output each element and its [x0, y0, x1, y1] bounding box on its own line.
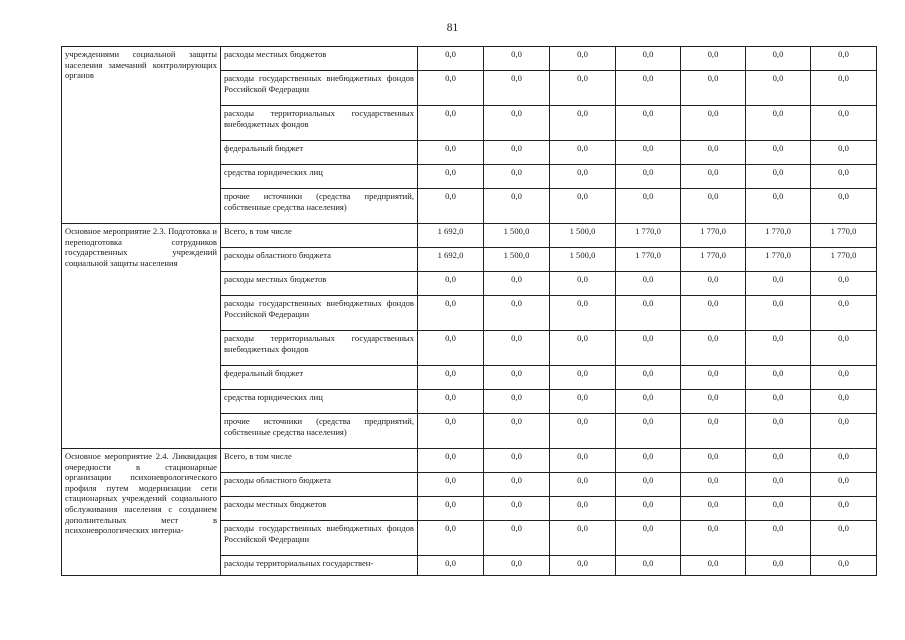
amount-cell: 0,0: [484, 71, 550, 106]
amount-cell: 0,0: [616, 366, 681, 390]
amount-cell: 0,0: [550, 414, 616, 449]
amount-cell: 0,0: [550, 71, 616, 106]
funding-source-cell: расходы территориальных государственных внебюджетных фондов: [221, 106, 418, 141]
funding-source-cell: средства юридических лиц: [221, 165, 418, 189]
funding-source-cell: Всего, в том числе: [221, 224, 418, 248]
amount-cell: 0,0: [746, 497, 811, 521]
funding-source-cell: федеральный бюджет: [221, 366, 418, 390]
amount-cell: 1 692,0: [418, 248, 484, 272]
table-row: [62, 47, 877, 71]
activity-description-cell: Основное мероприятие 2.4. Ликвидация очередности в стационарные организации психоневрологического профиля путем модернизации сети стационарных учреждений социального обслуживания населения с созданием дополнительных мест в психоневрологических интерна-: [62, 449, 221, 576]
amount-cell: 0,0: [418, 366, 484, 390]
amount-cell: 0,0: [550, 141, 616, 165]
amount-cell: 0,0: [811, 272, 877, 296]
amount-cell: 0,0: [418, 165, 484, 189]
amount-cell: 0,0: [681, 141, 746, 165]
amount-cell: 0,0: [681, 497, 746, 521]
amount-cell: 1 770,0: [616, 224, 681, 248]
amount-cell: 0,0: [418, 71, 484, 106]
amount-cell: 0,0: [681, 272, 746, 296]
amount-cell: 0,0: [418, 47, 484, 71]
amount-cell: 0,0: [550, 331, 616, 366]
amount-cell: 0,0: [616, 331, 681, 366]
amount-cell: 1 770,0: [811, 248, 877, 272]
amount-cell: 0,0: [550, 272, 616, 296]
amount-cell: 0,0: [746, 366, 811, 390]
amount-cell: 0,0: [746, 165, 811, 189]
amount-cell: 0,0: [550, 296, 616, 331]
amount-cell: 0,0: [418, 272, 484, 296]
amount-cell: 0,0: [616, 141, 681, 165]
amount-cell: 0,0: [550, 165, 616, 189]
amount-cell: 0,0: [484, 497, 550, 521]
amount-cell: 0,0: [418, 521, 484, 556]
amount-cell: 0,0: [681, 556, 746, 576]
amount-cell: 0,0: [616, 47, 681, 71]
funding-source-cell: прочие источники (средства предприятий, собственные средства населения): [221, 189, 418, 224]
amount-cell: 0,0: [746, 47, 811, 71]
amount-cell: 0,0: [746, 449, 811, 473]
amount-cell: 0,0: [484, 189, 550, 224]
amount-cell: 1 500,0: [484, 248, 550, 272]
amount-cell: 0,0: [418, 497, 484, 521]
amount-cell: 0,0: [418, 414, 484, 449]
amount-cell: 0,0: [550, 390, 616, 414]
amount-cell: 0,0: [616, 449, 681, 473]
amount-cell: 0,0: [811, 47, 877, 71]
amount-cell: 0,0: [616, 556, 681, 576]
amount-cell: 0,0: [811, 165, 877, 189]
amount-cell: 0,0: [811, 106, 877, 141]
amount-cell: 0,0: [746, 556, 811, 576]
amount-cell: 0,0: [418, 390, 484, 414]
funding-source-cell: расходы областного бюджета: [221, 473, 418, 497]
funding-source-cell: расходы территориальных государствен-: [221, 556, 418, 576]
amount-cell: 0,0: [746, 473, 811, 497]
amount-cell: 0,0: [550, 106, 616, 141]
amount-cell: 0,0: [550, 473, 616, 497]
amount-cell: 0,0: [550, 521, 616, 556]
amount-cell: 0,0: [811, 556, 877, 576]
amount-cell: 0,0: [681, 366, 746, 390]
amount-cell: 0,0: [746, 71, 811, 106]
amount-cell: 0,0: [811, 71, 877, 106]
funding-source-cell: расходы местных бюджетов: [221, 272, 418, 296]
amount-cell: 0,0: [484, 521, 550, 556]
amount-cell: 0,0: [418, 449, 484, 473]
amount-cell: 0,0: [746, 331, 811, 366]
amount-cell: 0,0: [418, 106, 484, 141]
funding-source-cell: расходы местных бюджетов: [221, 47, 418, 71]
amount-cell: 0,0: [616, 390, 681, 414]
funding-source-cell: Всего, в том числе: [221, 449, 418, 473]
amount-cell: 0,0: [484, 296, 550, 331]
amount-cell: 0,0: [681, 331, 746, 366]
amount-cell: 0,0: [811, 473, 877, 497]
amount-cell: 0,0: [418, 556, 484, 576]
amount-cell: 0,0: [811, 189, 877, 224]
amount-cell: 0,0: [746, 272, 811, 296]
amount-cell: 0,0: [484, 390, 550, 414]
amount-cell: 0,0: [811, 390, 877, 414]
funding-source-cell: расходы государственных внебюджетных фондов Российской Федерации: [221, 71, 418, 106]
amount-cell: 0,0: [484, 414, 550, 449]
activity-description-cell: учреждениями социальной защиты населения замечаний контролирующих органов: [62, 47, 221, 224]
amount-cell: 0,0: [550, 47, 616, 71]
amount-cell: 0,0: [746, 189, 811, 224]
amount-cell: 0,0: [484, 556, 550, 576]
amount-cell: 0,0: [746, 141, 811, 165]
amount-cell: 0,0: [681, 71, 746, 106]
amount-cell: 0,0: [681, 473, 746, 497]
amount-cell: 0,0: [811, 296, 877, 331]
amount-cell: 0,0: [418, 189, 484, 224]
amount-cell: 0,0: [418, 141, 484, 165]
amount-cell: 0,0: [616, 106, 681, 141]
amount-cell: 0,0: [811, 141, 877, 165]
amount-cell: 0,0: [484, 141, 550, 165]
amount-cell: 0,0: [484, 106, 550, 141]
amount-cell: 0,0: [616, 71, 681, 106]
amount-cell: 1 770,0: [616, 248, 681, 272]
amount-cell: 0,0: [681, 414, 746, 449]
funding-source-cell: расходы областного бюджета: [221, 248, 418, 272]
amount-cell: 0,0: [811, 366, 877, 390]
amount-cell: 1 770,0: [681, 224, 746, 248]
amount-cell: 1 500,0: [484, 224, 550, 248]
amount-cell: 0,0: [746, 106, 811, 141]
funding-source-cell: федеральный бюджет: [221, 141, 418, 165]
amount-cell: 0,0: [616, 521, 681, 556]
amount-cell: 0,0: [746, 390, 811, 414]
amount-cell: 1 500,0: [550, 248, 616, 272]
amount-cell: 1 500,0: [550, 224, 616, 248]
amount-cell: 0,0: [681, 47, 746, 71]
amount-cell: 0,0: [681, 296, 746, 331]
amount-cell: 0,0: [811, 449, 877, 473]
table-row: [62, 449, 877, 473]
amount-cell: 0,0: [616, 165, 681, 189]
amount-cell: 0,0: [811, 414, 877, 449]
amount-cell: 0,0: [484, 331, 550, 366]
page-number: 81: [446, 22, 459, 34]
amount-cell: 0,0: [484, 272, 550, 296]
amount-cell: 0,0: [811, 497, 877, 521]
amount-cell: 0,0: [418, 473, 484, 497]
amount-cell: 0,0: [681, 189, 746, 224]
amount-cell: 0,0: [484, 47, 550, 71]
amount-cell: 0,0: [811, 521, 877, 556]
amount-cell: 0,0: [616, 414, 681, 449]
amount-cell: 0,0: [418, 331, 484, 366]
amount-cell: 1 770,0: [811, 224, 877, 248]
amount-cell: 0,0: [746, 414, 811, 449]
amount-cell: 0,0: [616, 189, 681, 224]
amount-cell: 0,0: [484, 165, 550, 189]
activity-description-cell: Основное мероприятие 2.3. Подготовка и переподготовка сотрудников государственных учреждений социальной защиты населения: [62, 224, 221, 449]
amount-cell: 0,0: [681, 390, 746, 414]
funding-source-cell: расходы государственных внебюджетных фондов Российской Федерации: [221, 521, 418, 556]
amount-cell: 0,0: [616, 473, 681, 497]
amount-cell: 0,0: [550, 449, 616, 473]
table-row: [62, 224, 877, 248]
amount-cell: 0,0: [550, 497, 616, 521]
amount-cell: 0,0: [550, 556, 616, 576]
amount-cell: 0,0: [681, 106, 746, 141]
amount-cell: 0,0: [550, 189, 616, 224]
amount-cell: 0,0: [616, 296, 681, 331]
amount-cell: 1 770,0: [746, 248, 811, 272]
amount-cell: 1 770,0: [681, 248, 746, 272]
amount-cell: 0,0: [746, 521, 811, 556]
funding-source-cell: прочие источники (средства предприятий, собственные средства населения): [221, 414, 418, 449]
funding-source-cell: расходы местных бюджетов: [221, 497, 418, 521]
amount-cell: 0,0: [681, 165, 746, 189]
funding-source-cell: расходы государственных внебюджетных фондов Российской Федерации: [221, 296, 418, 331]
amount-cell: 0,0: [616, 272, 681, 296]
funding-table-body: [62, 47, 877, 576]
amount-cell: 0,0: [681, 449, 746, 473]
amount-cell: 0,0: [746, 296, 811, 331]
amount-cell: 0,0: [681, 521, 746, 556]
amount-cell: 1 770,0: [746, 224, 811, 248]
amount-cell: 0,0: [550, 366, 616, 390]
amount-cell: 0,0: [616, 497, 681, 521]
amount-cell: 0,0: [484, 473, 550, 497]
funding-table: [61, 46, 877, 576]
amount-cell: 0,0: [811, 331, 877, 366]
funding-source-cell: расходы территориальных государственных внебюджетных фондов: [221, 331, 418, 366]
amount-cell: 1 692,0: [418, 224, 484, 248]
amount-cell: 0,0: [484, 366, 550, 390]
amount-cell: 0,0: [418, 296, 484, 331]
amount-cell: 0,0: [484, 449, 550, 473]
funding-source-cell: средства юридических лиц: [221, 390, 418, 414]
